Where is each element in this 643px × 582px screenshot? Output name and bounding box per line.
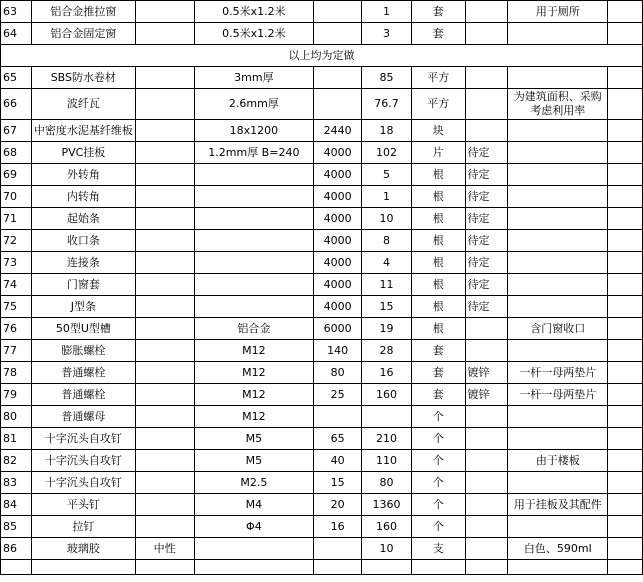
- quantity-cell[interactable]: 8: [362, 230, 412, 252]
- spec-cell[interactable]: M4: [194, 494, 314, 516]
- length-cell[interactable]: [314, 538, 362, 560]
- row-number-cell[interactable]: 75: [1, 296, 32, 318]
- row-number-cell[interactable]: 84: [1, 494, 32, 516]
- quantity-cell[interactable]: 1: [362, 186, 412, 208]
- remark-cell[interactable]: 由于楼板: [508, 450, 608, 472]
- spec-cell[interactable]: [194, 538, 314, 560]
- status-cell[interactable]: [465, 120, 508, 142]
- section-note-cell[interactable]: 以上均为定做: [1, 45, 643, 67]
- status-cell[interactable]: [465, 23, 508, 45]
- remark-cell[interactable]: [508, 406, 608, 428]
- remark-cell[interactable]: 用于挂板及其配件: [508, 494, 608, 516]
- item-name-cell[interactable]: PVC挂板: [31, 142, 135, 164]
- remark-cell[interactable]: [508, 230, 608, 252]
- empty-cell[interactable]: [194, 560, 314, 575]
- item-name-cell[interactable]: 拉钉: [31, 516, 135, 538]
- row-number-cell[interactable]: 82: [1, 450, 32, 472]
- spec-cell[interactable]: [194, 208, 314, 230]
- remark-cell[interactable]: [508, 472, 608, 494]
- quantity-cell[interactable]: 11: [362, 274, 412, 296]
- length-cell[interactable]: 15: [314, 472, 362, 494]
- status-cell[interactable]: [465, 1, 508, 23]
- row-number-cell[interactable]: 76: [1, 318, 32, 340]
- material-type-cell[interactable]: [135, 89, 194, 120]
- blank-cell[interactable]: [608, 450, 643, 472]
- status-cell[interactable]: 待定: [465, 208, 508, 230]
- length-cell[interactable]: 40: [314, 450, 362, 472]
- status-cell[interactable]: 镀锌: [465, 362, 508, 384]
- quantity-cell[interactable]: 85: [362, 67, 412, 89]
- table-row: [1, 89, 643, 120]
- remark-cell[interactable]: 一杆一母两垫片: [508, 384, 608, 406]
- table-row: [1, 274, 643, 296]
- item-name-cell[interactable]: 收口条: [31, 230, 135, 252]
- unit-cell[interactable]: 支: [411, 538, 465, 560]
- item-name-cell[interactable]: 玻璃胶: [31, 538, 135, 560]
- length-cell[interactable]: [314, 89, 362, 120]
- length-cell[interactable]: 4000: [314, 164, 362, 186]
- length-cell[interactable]: 4000: [314, 274, 362, 296]
- unit-cell[interactable]: 根: [411, 208, 465, 230]
- quantity-cell[interactable]: 18: [362, 120, 412, 142]
- material-type-cell[interactable]: [135, 516, 194, 538]
- empty-cell[interactable]: [411, 560, 465, 575]
- length-cell[interactable]: 140: [314, 340, 362, 362]
- status-cell[interactable]: [465, 67, 508, 89]
- remark-cell[interactable]: 白色、590ml: [508, 538, 608, 560]
- material-type-cell[interactable]: [135, 296, 194, 318]
- blank-cell[interactable]: [608, 1, 643, 23]
- remark-cell[interactable]: 含门窗收口: [508, 318, 608, 340]
- material-type-cell[interactable]: [135, 362, 194, 384]
- length-cell[interactable]: [314, 67, 362, 89]
- material-type-cell[interactable]: [135, 142, 194, 164]
- blank-cell[interactable]: [608, 186, 643, 208]
- blank-cell[interactable]: [608, 538, 643, 560]
- unit-cell[interactable]: 个: [411, 450, 465, 472]
- row-number-cell[interactable]: 68: [1, 142, 32, 164]
- row-number-cell[interactable]: 85: [1, 516, 32, 538]
- material-type-cell[interactable]: 中性: [135, 538, 194, 560]
- item-name-cell[interactable]: 膨胀螺栓: [31, 340, 135, 362]
- blank-cell[interactable]: [608, 142, 643, 164]
- table-row: [1, 296, 643, 318]
- remark-cell[interactable]: [508, 23, 608, 45]
- unit-cell[interactable]: 根: [411, 164, 465, 186]
- table-row: [1, 472, 643, 494]
- blank-cell[interactable]: [608, 384, 643, 406]
- item-name-cell[interactable]: 普通螺栓: [31, 362, 135, 384]
- status-cell[interactable]: [465, 89, 508, 120]
- status-cell[interactable]: 待定: [465, 252, 508, 274]
- material-type-cell[interactable]: [135, 208, 194, 230]
- table-row: [1, 538, 643, 560]
- unit-cell[interactable]: 根: [411, 274, 465, 296]
- item-name-cell[interactable]: J型条: [31, 296, 135, 318]
- table-row: [1, 384, 643, 406]
- remark-cell[interactable]: 用于厕所: [508, 1, 608, 23]
- spec-cell[interactable]: Φ4: [194, 516, 314, 538]
- length-cell[interactable]: 4000: [314, 252, 362, 274]
- blank-cell[interactable]: [608, 274, 643, 296]
- remark-cell[interactable]: [508, 296, 608, 318]
- length-cell[interactable]: 2440: [314, 120, 362, 142]
- length-cell[interactable]: [314, 1, 362, 23]
- blank-cell[interactable]: [608, 23, 643, 45]
- unit-cell[interactable]: 平方: [411, 89, 465, 120]
- unit-cell[interactable]: 个: [411, 406, 465, 428]
- item-name-cell[interactable]: 波纤瓦: [31, 89, 135, 120]
- item-name-cell[interactable]: 连接条: [31, 252, 135, 274]
- length-cell[interactable]: 4000: [314, 208, 362, 230]
- table-row: [1, 1, 643, 23]
- unit-cell[interactable]: 套: [411, 362, 465, 384]
- blank-cell[interactable]: [608, 164, 643, 186]
- spec-cell[interactable]: M12: [194, 362, 314, 384]
- material-type-cell[interactable]: [135, 494, 194, 516]
- spec-cell[interactable]: M12: [194, 384, 314, 406]
- unit-cell[interactable]: 个: [411, 516, 465, 538]
- row-number-cell[interactable]: 64: [1, 23, 32, 45]
- table-row: [1, 318, 643, 340]
- spec-cell[interactable]: M12: [194, 406, 314, 428]
- empty-cell[interactable]: [508, 560, 608, 575]
- item-name-cell[interactable]: 十字沉头自攻钉: [31, 472, 135, 494]
- item-name-cell[interactable]: 平头钉: [31, 494, 135, 516]
- spec-cell[interactable]: [194, 274, 314, 296]
- spec-cell[interactable]: [194, 252, 314, 274]
- material-type-cell[interactable]: [135, 230, 194, 252]
- material-type-cell[interactable]: [135, 274, 194, 296]
- blank-cell[interactable]: [608, 67, 643, 89]
- row-number-cell[interactable]: 81: [1, 428, 32, 450]
- length-cell[interactable]: 65: [314, 428, 362, 450]
- length-cell[interactable]: 25: [314, 384, 362, 406]
- quantity-cell[interactable]: 3: [362, 23, 412, 45]
- table-row: [1, 67, 643, 89]
- status-cell[interactable]: 待定: [465, 142, 508, 164]
- empty-cell[interactable]: [135, 560, 194, 575]
- quantity-cell[interactable]: 19: [362, 318, 412, 340]
- remark-cell[interactable]: [508, 252, 608, 274]
- unit-cell[interactable]: 个: [411, 494, 465, 516]
- table-row: [1, 208, 643, 230]
- quantity-cell[interactable]: 15: [362, 296, 412, 318]
- blank-cell[interactable]: [608, 89, 643, 120]
- table-row: [1, 120, 643, 142]
- blank-cell[interactable]: [608, 252, 643, 274]
- material-type-cell[interactable]: [135, 1, 194, 23]
- remark-cell[interactable]: [508, 208, 608, 230]
- spec-cell[interactable]: 0.5米x1.2米: [194, 1, 314, 23]
- spec-cell[interactable]: 铝合金: [194, 318, 314, 340]
- quantity-cell[interactable]: 1360: [362, 494, 412, 516]
- item-name-cell[interactable]: 外转角: [31, 164, 135, 186]
- blank-cell[interactable]: [608, 208, 643, 230]
- unit-cell[interactable]: 块: [411, 120, 465, 142]
- material-type-cell[interactable]: [135, 318, 194, 340]
- material-type-cell[interactable]: [135, 406, 194, 428]
- blank-cell[interactable]: [608, 428, 643, 450]
- spec-cell[interactable]: M12: [194, 340, 314, 362]
- quantity-cell[interactable]: 80: [362, 472, 412, 494]
- unit-cell[interactable]: 套: [411, 23, 465, 45]
- length-cell[interactable]: 6000: [314, 318, 362, 340]
- quantity-cell[interactable]: 5: [362, 164, 412, 186]
- length-cell[interactable]: 80: [314, 362, 362, 384]
- remark-cell[interactable]: 为建筑面积、采购考虑利用率: [508, 89, 608, 120]
- empty-cell[interactable]: [31, 560, 135, 575]
- length-cell[interactable]: 4000: [314, 296, 362, 318]
- unit-cell[interactable]: 套: [411, 1, 465, 23]
- unit-cell[interactable]: 根: [411, 296, 465, 318]
- blank-cell[interactable]: [608, 406, 643, 428]
- status-cell[interactable]: [465, 494, 508, 516]
- spec-cell[interactable]: 1.2mm厚 B=240: [194, 142, 314, 164]
- quantity-cell[interactable]: 16: [362, 362, 412, 384]
- item-name-cell[interactable]: 普通螺母: [31, 406, 135, 428]
- empty-cell[interactable]: [314, 560, 362, 575]
- quantity-cell[interactable]: 28: [362, 340, 412, 362]
- remark-cell[interactable]: [508, 428, 608, 450]
- table-row: [1, 23, 643, 45]
- table-row: [1, 450, 643, 472]
- material-type-cell[interactable]: [135, 23, 194, 45]
- quantity-cell[interactable]: 1: [362, 1, 412, 23]
- status-cell[interactable]: 待定: [465, 230, 508, 252]
- unit-cell[interactable]: 套: [411, 340, 465, 362]
- quantity-cell[interactable]: 10: [362, 538, 412, 560]
- status-cell[interactable]: [465, 472, 508, 494]
- remark-cell[interactable]: [508, 142, 608, 164]
- row-number-cell[interactable]: 69: [1, 164, 32, 186]
- row-number-cell[interactable]: 67: [1, 120, 32, 142]
- blank-cell[interactable]: [608, 318, 643, 340]
- item-name-cell[interactable]: 起始条: [31, 208, 135, 230]
- spec-cell[interactable]: [194, 186, 314, 208]
- material-type-cell[interactable]: [135, 472, 194, 494]
- empty-cell[interactable]: [1, 560, 32, 575]
- quantity-cell[interactable]: 210: [362, 428, 412, 450]
- row-number-cell[interactable]: 72: [1, 230, 32, 252]
- table-row: [1, 428, 643, 450]
- material-type-cell[interactable]: [135, 67, 194, 89]
- quantity-cell[interactable]: 160: [362, 516, 412, 538]
- spec-cell[interactable]: 3mm厚: [194, 67, 314, 89]
- quantity-cell[interactable]: 10: [362, 208, 412, 230]
- status-cell[interactable]: [465, 406, 508, 428]
- row-number-cell[interactable]: 73: [1, 252, 32, 274]
- item-name-cell[interactable]: 内转角: [31, 186, 135, 208]
- spec-cell[interactable]: 0.5米x1.2米: [194, 23, 314, 45]
- row-number-cell[interactable]: 77: [1, 340, 32, 362]
- blank-cell[interactable]: [608, 296, 643, 318]
- material-type-cell[interactable]: [135, 450, 194, 472]
- length-cell[interactable]: 4000: [314, 142, 362, 164]
- unit-cell[interactable]: 套: [411, 384, 465, 406]
- item-name-cell[interactable]: SBS防水卷材: [31, 67, 135, 89]
- material-type-cell[interactable]: [135, 340, 194, 362]
- material-type-cell[interactable]: [135, 428, 194, 450]
- status-cell[interactable]: [465, 340, 508, 362]
- section-row: [1, 45, 643, 67]
- row-number-cell[interactable]: 63: [1, 1, 32, 23]
- length-cell[interactable]: 4000: [314, 186, 362, 208]
- remark-cell[interactable]: [508, 186, 608, 208]
- unit-cell[interactable]: 平方: [411, 67, 465, 89]
- status-cell[interactable]: [465, 538, 508, 560]
- status-cell[interactable]: 待定: [465, 186, 508, 208]
- status-cell[interactable]: 待定: [465, 274, 508, 296]
- spec-cell[interactable]: 2.6mm厚: [194, 89, 314, 120]
- item-name-cell[interactable]: 铝合金固定窗: [31, 23, 135, 45]
- blank-cell[interactable]: [608, 230, 643, 252]
- empty-row: [1, 560, 643, 575]
- status-cell[interactable]: 待定: [465, 164, 508, 186]
- remark-cell[interactable]: [508, 164, 608, 186]
- unit-cell[interactable]: 个: [411, 472, 465, 494]
- table-row: [1, 164, 643, 186]
- empty-cell[interactable]: [362, 560, 412, 575]
- row-number-cell[interactable]: 71: [1, 208, 32, 230]
- item-name-cell[interactable]: 门窗套: [31, 274, 135, 296]
- remark-cell[interactable]: [508, 274, 608, 296]
- table-row: [1, 516, 643, 538]
- spec-cell[interactable]: M5: [194, 450, 314, 472]
- row-number-cell[interactable]: 65: [1, 67, 32, 89]
- status-cell[interactable]: [465, 516, 508, 538]
- row-number-cell[interactable]: 86: [1, 538, 32, 560]
- unit-cell[interactable]: 个: [411, 428, 465, 450]
- remark-cell[interactable]: [508, 120, 608, 142]
- remark-cell[interactable]: [508, 67, 608, 89]
- table-row: [1, 362, 643, 384]
- quantity-cell[interactable]: 76.7: [362, 89, 412, 120]
- material-type-cell[interactable]: [135, 252, 194, 274]
- unit-cell[interactable]: 片: [411, 142, 465, 164]
- status-cell[interactable]: [465, 450, 508, 472]
- material-type-cell[interactable]: [135, 164, 194, 186]
- spec-cell[interactable]: [194, 296, 314, 318]
- remark-cell[interactable]: [508, 340, 608, 362]
- quantity-cell[interactable]: 110: [362, 450, 412, 472]
- material-type-cell[interactable]: [135, 120, 194, 142]
- item-name-cell[interactable]: 50型U型槽: [31, 318, 135, 340]
- spec-cell[interactable]: [194, 230, 314, 252]
- spec-cell[interactable]: [194, 164, 314, 186]
- blank-cell[interactable]: [608, 494, 643, 516]
- length-cell[interactable]: [314, 406, 362, 428]
- item-name-cell[interactable]: 中密度水泥基纤维板: [31, 120, 135, 142]
- quantity-cell[interactable]: 160: [362, 384, 412, 406]
- length-cell[interactable]: 20: [314, 494, 362, 516]
- quantity-cell[interactable]: 4: [362, 252, 412, 274]
- row-number-cell[interactable]: 80: [1, 406, 32, 428]
- length-cell[interactable]: [314, 23, 362, 45]
- table-row: [1, 252, 643, 274]
- item-name-cell[interactable]: 普通螺栓: [31, 384, 135, 406]
- row-number-cell[interactable]: 78: [1, 362, 32, 384]
- blank-cell[interactable]: [608, 362, 643, 384]
- quantity-cell[interactable]: 102: [362, 142, 412, 164]
- item-name-cell[interactable]: 十字沉头自攻钉: [31, 450, 135, 472]
- status-cell[interactable]: 待定: [465, 296, 508, 318]
- table-row: [1, 340, 643, 362]
- status-cell[interactable]: [465, 428, 508, 450]
- blank-cell[interactable]: [608, 472, 643, 494]
- material-type-cell[interactable]: [135, 384, 194, 406]
- length-cell[interactable]: 4000: [314, 230, 362, 252]
- status-cell[interactable]: [465, 318, 508, 340]
- row-number-cell[interactable]: 83: [1, 472, 32, 494]
- remark-cell[interactable]: [508, 516, 608, 538]
- blank-cell[interactable]: [608, 516, 643, 538]
- table-row: [1, 186, 643, 208]
- length-cell[interactable]: 16: [314, 516, 362, 538]
- status-cell[interactable]: 镀锌: [465, 384, 508, 406]
- row-number-cell[interactable]: 66: [1, 89, 32, 120]
- unit-cell[interactable]: 根: [411, 318, 465, 340]
- blank-cell[interactable]: [608, 120, 643, 142]
- row-number-cell[interactable]: 79: [1, 384, 32, 406]
- spec-cell[interactable]: M2.5: [194, 472, 314, 494]
- remark-cell[interactable]: 一杆一母两垫片: [508, 362, 608, 384]
- item-name-cell[interactable]: 十字沉头自攻钉: [31, 428, 135, 450]
- unit-cell[interactable]: 根: [411, 252, 465, 274]
- table-row: [1, 142, 643, 164]
- material-type-cell[interactable]: [135, 186, 194, 208]
- unit-cell[interactable]: 根: [411, 186, 465, 208]
- row-number-cell[interactable]: 74: [1, 274, 32, 296]
- empty-cell[interactable]: [608, 560, 643, 575]
- row-number-cell[interactable]: 70: [1, 186, 32, 208]
- spec-cell[interactable]: M5: [194, 428, 314, 450]
- table-row: [1, 406, 643, 428]
- item-name-cell[interactable]: 铝合金推拉窗: [31, 1, 135, 23]
- blank-cell[interactable]: [608, 340, 643, 362]
- empty-cell[interactable]: [465, 560, 508, 575]
- spec-cell[interactable]: 18x1200: [194, 120, 314, 142]
- table-row: [1, 494, 643, 516]
- unit-cell[interactable]: 根: [411, 230, 465, 252]
- quantity-cell[interactable]: [362, 406, 412, 428]
- table-row: [1, 230, 643, 252]
